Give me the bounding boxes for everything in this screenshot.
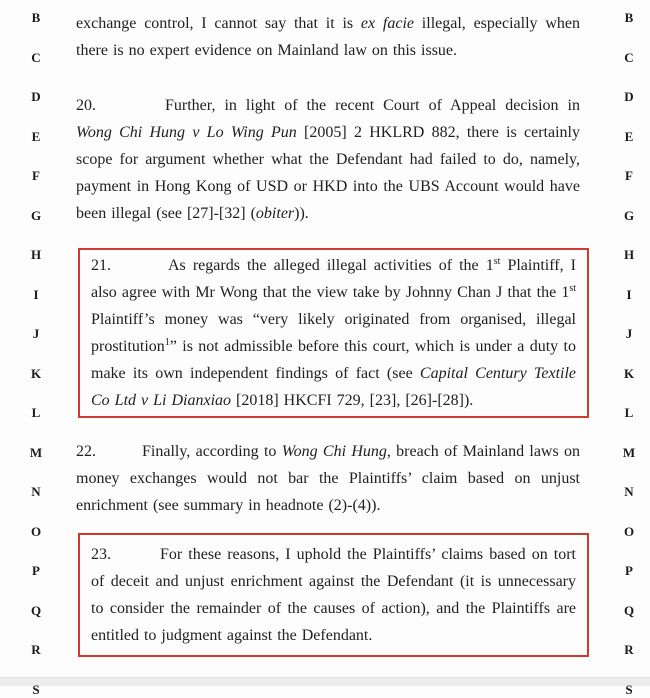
margin-letter: H (623, 247, 635, 263)
margin-letter: I (33, 286, 39, 302)
text-segment: Plaintiff’s money was “very likely originated from organised, illegal prostitution (91, 311, 576, 355)
margin-letter: L (624, 405, 634, 421)
highlight-box-paragraph-23 (78, 533, 589, 657)
margin-letter: M (622, 444, 636, 460)
margin-letter: P (32, 563, 40, 579)
margin-letter: F (625, 168, 633, 184)
text-segment: exchange control, I cannot say that it is (76, 15, 361, 32)
text-segment: For these reasons, I uphold the Plaintiffs’ claims based on tort of deceit and unjust enrichment against the Defendant (it is unnecessary to consider the remainder of the causes of action), and the Plaintiffs are entitled to judgment against the Defendant. (91, 546, 576, 644)
paragraph-22-text (76, 443, 580, 514)
paragraph-21-number: 21. (91, 257, 111, 274)
paragraph-22 (76, 438, 580, 519)
margin-letter: G (30, 207, 42, 223)
margin-letter: N (31, 484, 41, 500)
margin-letter: S (625, 682, 633, 697)
paragraph-23-number: 23. (91, 546, 111, 563)
margin-letter: J (625, 326, 633, 342)
text-segment: ” is not admissible before this court, which is under a duty to make its own independent findings of fact (see (91, 338, 576, 382)
margin-letter: C (31, 49, 41, 65)
margin-letter: F (32, 168, 40, 184)
margin-letter: K (623, 365, 635, 381)
paragraph-20-number: 20. (76, 97, 96, 114)
margin-letter: E (31, 128, 41, 144)
paragraph-20 (76, 92, 580, 227)
margin-letter: L (31, 405, 41, 421)
margin-letter: C (624, 49, 634, 65)
text-segment: illegal, especially when there is no expert evidence on Mainland law on this issue. (76, 15, 581, 59)
margin-letter: G (623, 207, 635, 223)
text-segment: Finally, according to (142, 443, 282, 460)
page-bottom-divider (0, 677, 650, 686)
margin-letter: O (30, 523, 42, 539)
margin-letter: O (623, 523, 635, 539)
margin-letter: B (624, 10, 634, 25)
text-segment: [2018] HKCFI 729, [23], [26]-[28]). (231, 392, 474, 409)
margin-letter: D (31, 89, 41, 105)
text-segment: Capital Century Textile Co Ltd v Li Dianxiao (91, 365, 576, 409)
margin-letter: M (29, 444, 43, 460)
paragraph-22-number: 22. (76, 443, 96, 460)
text-segment: [2005] 2 HKLRD 882, there is certainly scope for argument whether what the Defendant had failed to do, namely, payment in Hong Kong of USD or HKD into the UBS Account would have been illegal (see [27]-[32] ( (76, 124, 580, 222)
text-segment: ex facie (360, 15, 415, 32)
margin-letter: N (624, 484, 634, 500)
paragraph-continuation (76, 10, 580, 64)
margin-letter: R (31, 642, 41, 658)
margin-letter: S (32, 682, 40, 697)
paragraph-23 (91, 541, 576, 649)
margin-letter: P (625, 563, 633, 579)
margin-letter: R (624, 642, 634, 658)
paragraph-21-text (91, 257, 576, 409)
text-segment: st (493, 256, 501, 267)
margin-letter: B (31, 10, 41, 25)
margin-letter: Q (623, 602, 635, 618)
text-segment: )). (294, 205, 309, 222)
text-segment: 1 (164, 337, 170, 348)
text-segment: As regards the alleged illegal activities of the 1 (168, 257, 494, 274)
highlight-box-paragraph-21 (78, 248, 589, 418)
margin-letter: J (32, 326, 40, 342)
paragraph-23-text (91, 546, 576, 644)
text-segment: Wong Chi Hung (281, 443, 387, 460)
margin-letter: Q (30, 602, 42, 618)
margin-letter: I (626, 286, 632, 302)
text-segment: st (569, 283, 576, 294)
text-segment: , breach of Mainland laws on money exchanges would not bar the Plaintiffs’ claim based on unjust enrichment (see summary in headnote (2)-(4)). (76, 443, 581, 514)
text-segment: obiter (255, 205, 295, 222)
margin-letter: D (624, 89, 634, 105)
text-segment: Further, in light of the recent Court of Appeal decision in (165, 97, 580, 114)
margin-letter: K (30, 365, 42, 381)
margin-letter: H (30, 247, 42, 263)
text-segment: Wong Chi Hung v Lo Wing Pun (76, 124, 297, 141)
text-segment: Plaintiff, I also agree with Mr Wong that the view take by Johnny Chan J that the 1 (91, 257, 576, 301)
margin-letter: E (624, 128, 634, 144)
paragraph-21 (91, 252, 576, 414)
